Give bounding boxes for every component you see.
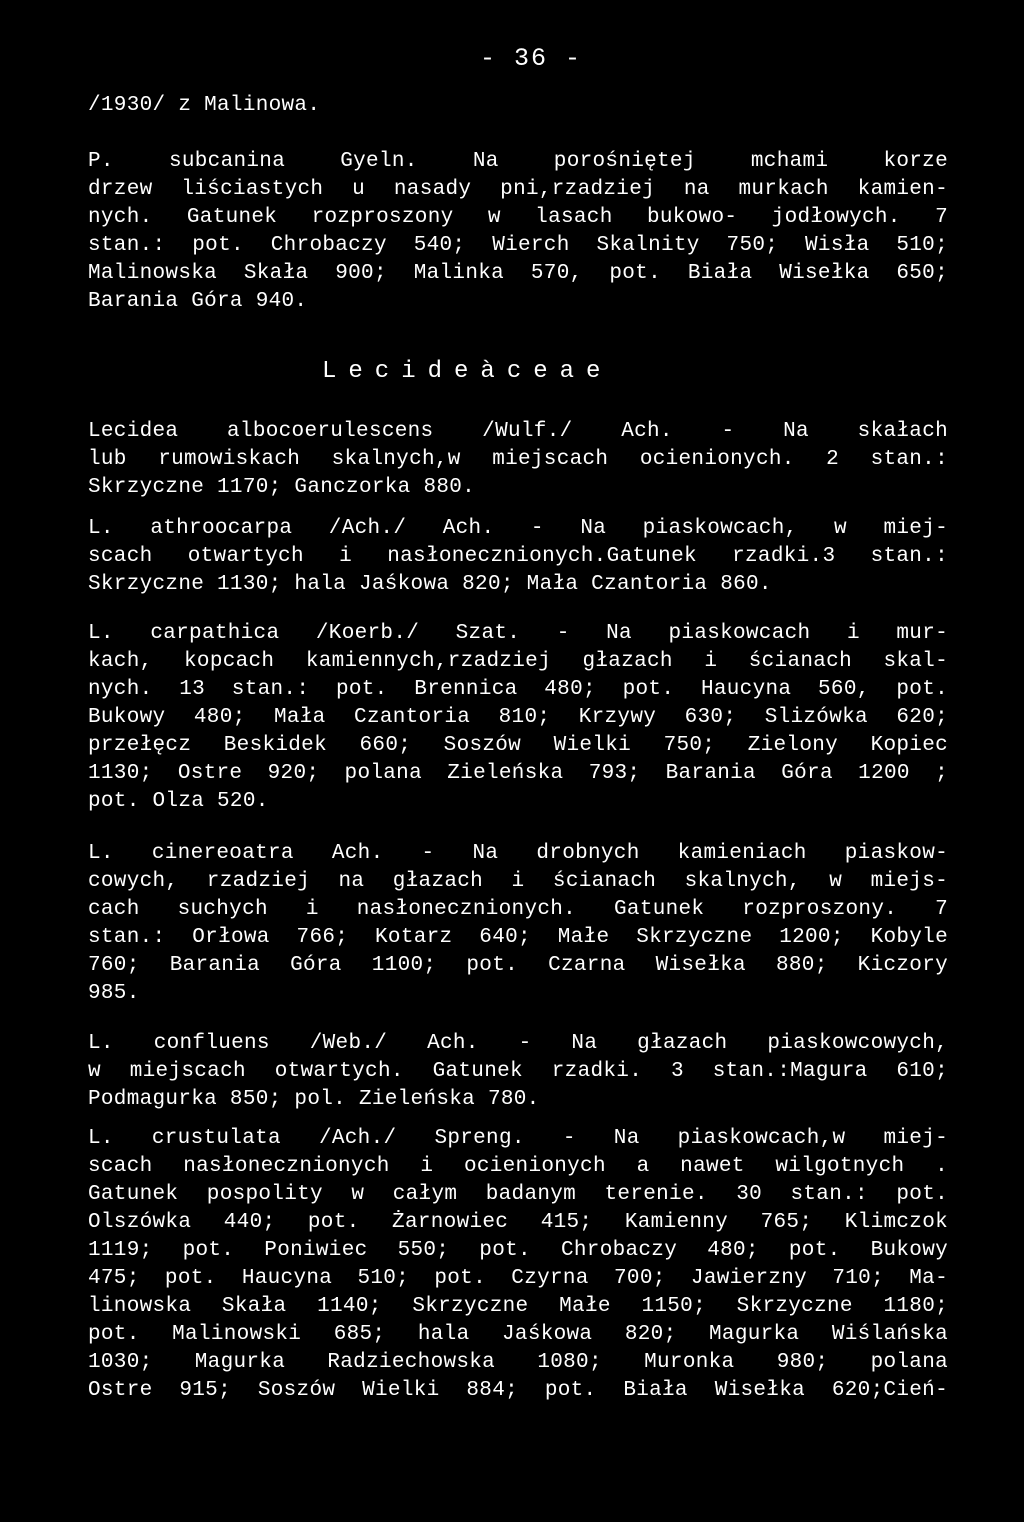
entry-confluens [88, 1030, 948, 1114]
entry-carpathica [88, 620, 948, 816]
entry-athroocarpa [88, 515, 948, 599]
text-line: lub rumowiskach skalnych,w miejscach ocienionych. 2 stan.: [88, 448, 948, 471]
text-line: Gatunek pospolity w całym badanym terenie. 30 stan.: pot. [88, 1183, 948, 1206]
text-line: scach otwartych i nasłonecznionych.Gatunek rzadki.3 stan.: [88, 545, 948, 568]
text-line: pot. Olza 520. [88, 790, 269, 813]
text-line: przełęcz Beskidek 660; Soszów Wielki 750; Zielony Kopiec [88, 734, 948, 757]
text-line: 760; Barania Góra 1100; pot. Czarna Wisełka 880; Kiczory [88, 954, 948, 977]
entry-cinereoatra [88, 840, 948, 1008]
text-line: /1930/ z Malinowa. [88, 94, 321, 117]
text-line: 1030; Magurka Radziechowska 1080; Muronka 980; polana [88, 1351, 948, 1374]
text-line: Barania Góra 940. [88, 290, 308, 313]
text-line: drzew liściastych u nasady pni,rzadziej na murkach kamien- [88, 178, 948, 201]
text-line: cowych, rzadziej na głazach i ścianach skalnych, w miejs- [88, 870, 948, 893]
text-line: Malinowska Skała 900; Malinka 570, pot. Biała Wisełka 650; [88, 262, 948, 285]
text-line: nych. 13 stan.: pot. Brennica 480; pot. Haucyna 560, pot. [88, 678, 948, 701]
family-heading: Lecideàceae [322, 358, 613, 385]
entry-crustulata [88, 1125, 948, 1405]
text-line: Bukowy 480; Mała Czantoria 810; Krzywy 630; Slizówka 620; [88, 706, 948, 729]
text-line: kach, kopcach kamiennych,rzadziej głazach i ścianach skal- [88, 650, 948, 673]
text-line: 475; pot. Haucyna 510; pot. Czyrna 700; Jawierzny 710; Ma- [88, 1267, 948, 1290]
text-line: L. carpathica /Koerb./ Szat. - Na piaskowcach i mur- [88, 622, 948, 645]
text-line: L. crustulata /Ach./ Spreng. - Na piaskowcach,w miej- [88, 1127, 948, 1150]
text-line: L. confluens /Web./ Ach. - Na głazach piaskowcowych, [88, 1032, 948, 1055]
text-line: Podmagurka 850; pol. Zieleńska 780. [88, 1088, 540, 1111]
text-line: Ostre 915; Soszów Wielki 884; pot. Biała Wisełka 620;Cień- [88, 1379, 948, 1402]
text-line: cach suchych i nasłonecznionych. Gatunek rozproszony. 7 [88, 898, 948, 921]
text-line: stan.: Orłowa 766; Kotarz 640; Małe Skrzyczne 1200; Kobyle [88, 926, 948, 949]
text-line: stan.: pot. Chrobaczy 540; Wierch Skalnity 750; Wisła 510; [88, 234, 948, 257]
text-line: nych. Gatunek rozproszony w lasach bukowo- jodłowych. 7 [88, 206, 948, 229]
text-line: 1130; Ostre 920; polana Zieleńska 793; Barania Góra 1200 ; [88, 762, 948, 785]
text-line: 985. [88, 982, 140, 1005]
text-line: scach nasłonecznionych i ocienionych a nawet wilgotnych . [88, 1155, 948, 1178]
text-line: Olszówka 440; pot. Żarnowiec 415; Kamienny 765; Klimczok [88, 1211, 948, 1234]
page-number: - 36 - [480, 44, 583, 73]
text-line: 1119; pot. Poniwiec 550; pot. Chrobaczy 480; pot. Bukowy [88, 1239, 948, 1262]
text-line: P. subcanina Gyeln. Na porośniętej mchami korze [88, 150, 948, 173]
text-line: w miejscach otwartych. Gatunek rzadki. 3 stan.:Magura 610; [88, 1060, 948, 1083]
text-line: pot. Malinowski 685; hala Jaśkowa 820; Magurka Wiślańska [88, 1323, 948, 1346]
entry-subcanina [88, 148, 948, 316]
text-line: Lecidea albocoerulescens /Wulf./ Ach. - Na skałach [88, 420, 948, 443]
text-line: linowska Skała 1140; Skrzyczne Małe 1150; Skrzyczne 1180; [88, 1295, 948, 1318]
text-line: Skrzyczne 1130; hala Jaśkowa 820; Mała Czantoria 860. [88, 573, 772, 596]
text-line: Skrzyczne 1170; Ganczorka 880. [88, 476, 476, 499]
text-line: L. athroocarpa /Ach./ Ach. - Na piaskowcach, w miej- [88, 517, 948, 540]
text-line: L. cinereoatra Ach. - Na drobnych kamieniach piaskow- [88, 842, 948, 865]
entry-albocoerulescens [88, 418, 948, 502]
continuation-line [88, 92, 948, 120]
